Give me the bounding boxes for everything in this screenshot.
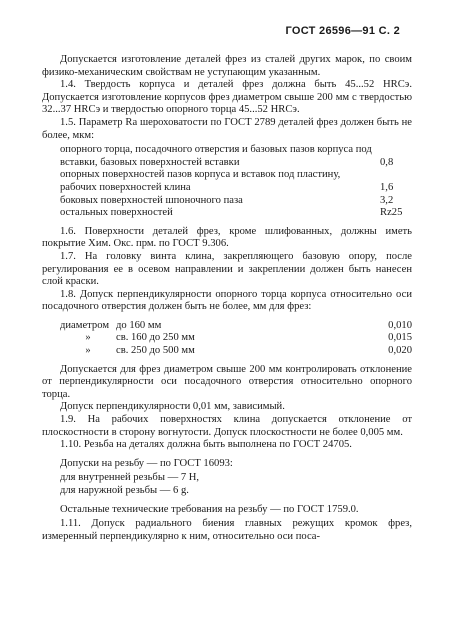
thread-tolerance-title: Допуски на резьбу — по ГОСТ 16093: <box>60 457 233 469</box>
roughness-value: 3,2 <box>380 194 394 206</box>
paragraph-1-8-tolerance: Допуск перпендикулярности 0,01 мм, зависимый. <box>60 401 285 413</box>
roughness-label: опорных поверхностей пазов корпуса и вставок под пластину, рабочих поверхностей клина <box>60 169 341 193</box>
roughness-label: остальных поверхностей <box>60 207 173 219</box>
paragraph-1-8: 1.8. Допуск перпендикулярности опорного торца корпуса относительно оси посадочного отверстия должен быть не более, мм для фрез: <box>42 288 412 313</box>
tolerance-row <box>60 332 412 345</box>
tolerance-range: св. 160 до 250 мм <box>116 332 195 344</box>
paragraph-1-6: 1.6. Поверхности деталей фрез, кроме шлифованных, должны иметь покрытие Хим. Окс. прм. по ГОСТ 9.306. <box>42 225 412 250</box>
roughness-value: 1,6 <box>380 181 394 193</box>
thread-inner: для внутренней резьбы — 7 H, <box>60 472 200 484</box>
page-header: ГОСТ 26596—91 С. 2 <box>285 25 400 37</box>
tolerance-value: 0,015 <box>388 332 412 344</box>
tolerance-prefix: » <box>85 345 91 357</box>
paragraph-1-10: 1.10. Резьба на деталях должна быть выполнена по ГОСТ 24705. <box>60 439 352 451</box>
roughness-value: 0,8 <box>380 156 394 168</box>
paragraph-1-7: 1.7. На головку винта клина, закрепляющего базовую опору, после регулирования ее в осевом направлении и закреплении должен быть нанесен слой краски. <box>42 250 412 288</box>
paragraph-1-8-allowance: Допускается для фрез диаметром свыше 200 мм контролировать отклонение от перпендикулярности оси посадочного отверстия относительно опорного торца. <box>42 363 412 400</box>
paragraph-1-4: 1.4. Твердость корпуса и деталей фрез должна быть 45...52 HRCэ. Допускается изготовление корпусов фрез диаметром свыше 200 мм с твердостью 32...37 HRCэ и твердостью опорного торца 45...52 HRCэ. <box>42 79 412 116</box>
roughness-table <box>60 144 412 220</box>
roughness-row <box>60 144 412 169</box>
tolerance-value: 0,020 <box>388 345 412 357</box>
document-body <box>42 54 412 543</box>
paragraph-materials: Допускается изготовление деталей фрез из сталей других марок, по своим физико-механическим свойствам не уступающим указанным. <box>42 54 412 78</box>
tolerance-prefix: » <box>85 332 91 344</box>
paragraph-1-11: 1.11. Допуск радиального биения главных режущих кромок фрез, измеренный перпендикулярно к ним, относительно оси поса- <box>42 518 412 542</box>
tolerance-range: св. 250 до 500 мм <box>116 345 195 357</box>
roughness-label: опорного торца, посадочного отверстия и базовых пазов корпуса под вставки, базовых поверхностей вставки <box>60 144 372 168</box>
roughness-row <box>60 207 412 220</box>
tolerance-table <box>60 320 412 358</box>
tolerance-prefix: диаметром <box>60 319 110 331</box>
roughness-value: Rz25 <box>380 207 403 219</box>
roughness-row <box>60 169 412 194</box>
tolerance-row <box>60 345 412 358</box>
paragraph-1-9: 1.9. На рабочих поверхностях клина допускается отклонение от плоскостности в сторону вогнутости. Допуск плоскостности не более 0,005 мм. <box>42 414 412 438</box>
tolerance-row <box>60 320 412 333</box>
paragraph-thread-other: Остальные технические требования на резьбу — по ГОСТ 1759.0. <box>60 503 359 515</box>
roughness-row <box>60 195 412 208</box>
tolerance-value: 0,010 <box>388 319 412 331</box>
tolerance-range: до 160 мм <box>116 319 162 331</box>
paragraph-1-5: 1.5. Параметр Ra шероховатости по ГОСТ 2789 деталей фрез должен быть не более, мкм: <box>42 116 412 141</box>
thread-outer: для наружной резьбы — 6 g. <box>60 485 189 496</box>
roughness-label: боковых поверхностей шпоночного паза <box>60 194 243 206</box>
